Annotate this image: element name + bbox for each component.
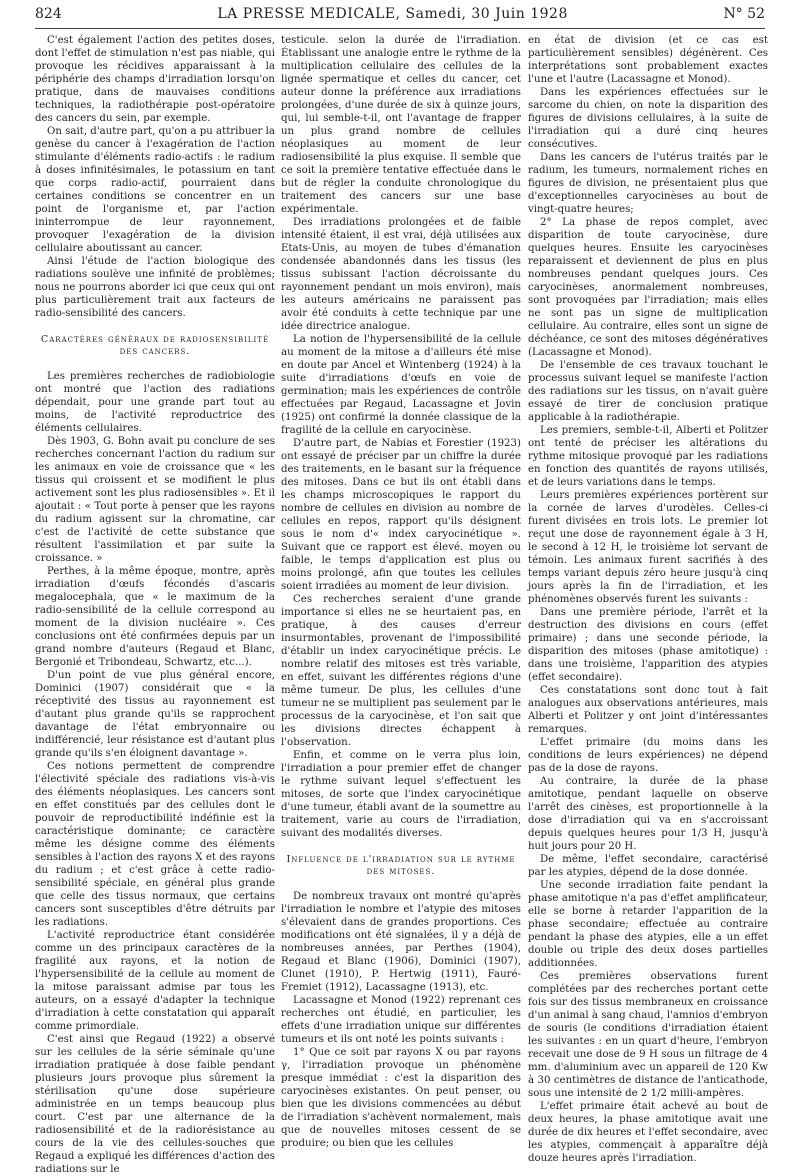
paragraph: Ces constatations sont donc tout à fait analogues aux observations antérieures, mais Alberti et Politzer y ont joint d'intéressantes remarques. — [528, 685, 768, 735]
paragraph: Les premières recherches de radiobiologie ont montré que l'action des radiations dépendait, pour une grande part tout au moins, de l'activité reproductrice des éléments cellulaires. — [35, 371, 275, 434]
paragraph: L'activité reproductrice étant considérée comme un des principaux caractères de la fragilité aux rayons, et la notion de l'hypersensibilité de la cellule au moment de la mitose paraissant admise par tous les auteurs, on a essayé d'adapter la technique d'irradiation à cette constatation qui apparaît comme primordiale. — [35, 930, 275, 1032]
paragraph: Dès 1903, G. Bohn avait pu conclure de ses recherches concernant l'action du radium sur les animaux en voie de croissance que « les tissus qui croissent et se modifient le plus activement sont les plus radiosensibles ». Et il ajoutait : « Tout porte à penser que les rayons du radium agissent sur la chromatine, car c'est de l'activité de cette substance que résultent l'assimilation et par suite la croissance. » — [35, 436, 275, 564]
column-1 — [35, 34, 275, 1176]
paragraph: L'effet primaire était achevé au bout de deux heures, la phase amitotique avait une durée de dix heures et l'effet secondaire, avec les atypies, commençait à apparaître déjà douze heures après l'irradiation. — [528, 1101, 768, 1164]
paragraph: La notion de l'hypersensibilité de la cellule au moment de la mitose a d'ailleurs été mise en doute par Ancel et Wintenberg (1924) à la suite d'irradiations d'œufs en voie de germination; mais les expériences de contrôle effectuées par Regaud, Lacassagne et Jovin (1925) ont confirmé la donnée classique de la fragilité de la cellule en caryocinèse. — [281, 334, 521, 436]
paragraph: Des irradiations prolongées et de faible intensité étaient, il est vrai, déjà utilisées aux Etats-Unis, au moyen de tubes d'émanation condensée abandonnés dans les tissus (les tissus subissant l'action décroissante du rayonnement pendant un mois environ), mais les auteurs américains ne paraissent pas avoir été conduits à cette technique par une idée directrice analogue. — [281, 217, 521, 332]
section-heading: Influence de l'irradiation sur le rythme des mitoses. — [286, 854, 516, 877]
header-rule — [35, 28, 765, 29]
paragraph: De l'ensemble de ces travaux touchant le processus suivant lequel se manifeste l'action des radiations sur les tissus, on n'avait guère essayé de tirer de conclusion pratique applicable à la radiothérapie. — [528, 360, 768, 423]
section-heading: Caractères généraux de radiosensibilité des cancers. — [40, 334, 270, 357]
issue-number: N° 52 — [723, 6, 765, 22]
paragraph: Les premiers, semble-t-il, Alberti et Politzer ont tenté de préciser les altérations du rythme mitosique provoqué par les radiations en fonction des quantités de rayons utilisés, et de leurs variations dans le temps. — [528, 425, 768, 488]
paragraph: Enfin, et comme on le verra plus loin, l'irradiation a pour premier effet de changer le rythme suivant lequel s'effectuent les mitoses, de sorte que l'index caryocinétique d'une tumeur, établi avant de la soumettre au traitement, varie au cours de l'irradiation, suivant des modalités diverses. — [281, 750, 521, 839]
paragraph: De même, l'effet secondaire, caractérisé par les atypies, dépend de la dose donnée. — [528, 854, 768, 878]
paragraph: testicule. selon la durée de l'irradiation. Établissant une analogie entre le rythme de la multiplication cellulaire des cellules de la lignée spermatique et celles du cancer, cet auteur donne la préférence aux irradiations prolongées, d'une durée de six à quinze jours, qui, lui semble-t-il, ont l'avantage de frapper un plus grand nombre de cellules néoplasiques au moment de leur radiosensibilité la plus exquise. Il semble que ce soit la première tentative effectuée dans le but de régler la conduite chronologique du traitement des cancers sur une base expérimentale. — [281, 35, 521, 215]
paragraph: Ainsi l'étude de l'action biologique des radiations soulève une infinité de problèmes; nous ne pourrons aborder ici que ceux qui ont plus particulièrement trait aux facteurs de radio-sensibilité des cancers. — [35, 256, 275, 319]
paragraph: 1° Que ce soit par rayons X ou par rayons γ, l'irradiation provoque un phénomène presque immédiat : c'est la disparition des caryocinèses existantes. On peut penser, ou bien que les divisions commencées au début de l'irradiation s'achèvent normalement, mais que de nouvelles mitoses cessent de se produire; ou bien que les cellules — [281, 1047, 521, 1149]
page-number: 824 — [35, 6, 62, 22]
paragraph: D'autre part, de Nabias et Forestier (1923) ont essayé de préciser par un chiffre la durée des traitements, en le basant sur la fréquence des mitoses. Dans ce but ils ont établi dans les champs microscopiques le rapport du nombre de cellules en division au nombre de cellules en repos, rapport qu'ils désignent sous le nom d'« index caryocinétique ». Suivant que ce rapport est élevé. moyen ou faible, le temps d'application est plus ou moins prolongé, afin que toutes les cellules soient irradiées au moment de leur division. — [281, 438, 521, 592]
paragraph: Dans une première période, l'arrêt et la destruction des divisions en cours (effet primaire) ; dans une seconde période, la disparition des mitoses (phase amitotique) : dans une troisième, l'apparition des atypies (effet secondaire). — [528, 607, 768, 683]
paragraph: Leurs premières expériences portèrent sur la cornée de larves d'urodèles. Celles-ci furent divisées en trois lots. Le premier lot reçut une dose de rayonnement égale à 3 H, le second à 12 H, le troisième lot servant de témoin. Les animaux furent sacrifiés à des temps variant depuis zéro heure jusqu'à cinq jours après la fin de l'irradiation, et les phénomènes observés furent les suivants : — [528, 490, 768, 605]
paragraph: Dans les expériences effectuées sur le sarcome du chien, on note la disparition des figures de divisions cellulaires, à la suite de l'irradiation qui a duré cinq heures consécutives. — [528, 87, 768, 150]
paragraph: Ces recherches seraient d'une grande importance si elles ne se heurtaient pas, en pratique, à des causes d'erreur insurmontables, provenant de l'impossibilité d'établir un index caryocinétique précis. Le nombre relatif des mitoses est très variable, en effet, suivant les différentes régions d'une même tumeur. De plus, les cellules d'une tumeur ne se multiplient pas seulement par le processus de la caryocinèse, et l'on sait que les divisions directes échappent à l'observation. — [281, 594, 521, 748]
column-2 — [281, 34, 521, 1150]
paragraph: On sait, d'autre part, qu'on a pu attribuer la genèse du cancer à l'exagération de l'action stimulante d'éléments radio-actifs : le radium à doses infinitésimales, le potassium en tant que corps radio-actif, pourraient dans certaines conditions se concentrer en un point de l'organisme et, par l'action ininterrompue de leur rayonnement, provoquer l'exagération de la division cellulaire aboutissant au cancer. — [35, 126, 275, 254]
paragraph: 2° La phase de repos complet, avec disparition de toute caryocinèse, dure quelques heures. Ensuite les caryocinèses reparaissent et deviennent de plus en plus nombreuses pendant quelques jours. Ces caryocinèses, anormalement nombreuses, sont provoquées par l'irradiation; mais elles ne sont pas un signe de multiplication cellulaire. Au contraire, elles sont un signe de déchéance, ce sont des mitoses dégénératives (Lacassagne et Monod). — [528, 217, 768, 358]
paragraph: C'est également l'action des petites doses, dont l'effet de stimulation n'est pas niable, qui provoque les récidives apparaissant à la périphérie des champs d'irradiation lorsqu'on pratique, dans de mauvaises conditions techniques, la radiothérapie post-opératoire des cancers du sein, par exemple. — [35, 35, 275, 124]
paragraph: C'est ainsi que Regaud (1922) a observé sur les cellules de la série séminale qu'une irradiation pratiquée à dose faible pendant plusieurs jours provoque plus sûrement la stérilisation qu'une dose supérieure administrée en un temps beaucoup plus court. C'est par une alternance de la radiosensibilité et de la radiorésistance au cours de la vie des cellules-souches que Regaud a expliqué les différences d'action des radiations sur le — [35, 1034, 275, 1175]
paragraph: D'un point de vue plus général encore, Dominici (1907) considérait que « la réceptivité des tissus au rayonnement est d'autant plus grande qu'ils se rapprochent davantage de l'état embryonnaire ou indifférencié, leur résistance est d'autant plus grande qu'ils s'en éloignent davantage ». — [35, 670, 275, 759]
paragraph: Une seconde irradiation faite pendant la phase amitotique n'a pas d'effet amplificateur, elle se borne à retarder l'apparition de la phase secondaire; effectuée au contraire pendant la phase des atypies, elle a un effet double ou triple des deux doses partielles additionnées. — [528, 880, 768, 969]
paragraph: Dans les cancers de l'utérus traités par le radium, les tumeurs, normalement riches en figures de division, ne présentaient plus que d'exceptionnelles caryocinèses au bout de vingt-quatre heures; — [528, 152, 768, 215]
paragraph: L'effet primaire (du moins dans les conditions de leurs expériences) ne dépend pas de la dose de rayons. — [528, 737, 768, 774]
journal-title: LA PRESSE MEDICALE, Samedi, 30 Juin 1928 — [217, 6, 568, 22]
paragraph: Lacassagne et Monod (1922) reprenant ces recherches ont étudié, en particulier, les effets d'une irradiation unique sur différentes tumeurs et ils ont noté les points suivants : — [281, 995, 521, 1045]
paragraph: Perthes, à la même époque, montre, après irradiation d'œufs fécondés d'ascaris megalocephala, que « le maximum de la radio-sensibilité de la cellule correspond au moment de la division nucléaire ». Ces conclusions ont été confirmées depuis par un grand nombre d'auteurs (Regaud et Blanc, Bergonié et Tribondeau, Schwartz, etc...). — [35, 566, 275, 668]
paragraph: en état de division (et ce cas est particulièrement sensibles) dégénèrent. Ces interprétations sont probablement exactes l'une et l'autre (Lacassagne et Monod). — [528, 35, 768, 85]
paragraph: Au contraire, la durée de la phase amitotique, pendant laquelle on observe l'arrêt des cinèses, est proportionnelle à la dose d'irradiation qui va en s'accroissant depuis quelques heures pour 1/3 H, jusqu'à huit jours pour 20 H. — [528, 776, 768, 852]
paragraph: De nombreux travaux ont montré qu'après l'irradiation le nombre et l'atypie des mitoses s'élevaient dans de grandes proportions. Ces modifications ont été signalées, il y a déjà de nombreuses années, par Perthes (1904), Regaud et Blanc (1906), Dominici (1907), Clunet (1910), P. Hertwig (1911), Fauré-Fremiet (1912), Lacassagne (1913), etc. — [281, 891, 521, 993]
paragraph: Ces premières observations furent complétées par des recherches portant cette fois sur des tissus membraneux en croissance d'un animal à sang chaud, l'amnios d'embryon de souris (le conditions d'irradiation étaient les suivantes : en un quart d'heure, l'embryon recevait une dose de 9 H sous un filtrage de 4 mm. d'aluminium avec un appareil de 120 Kw à 30 centimètres de distance de l'anticathode, sous une intensité de 2 1/2 milli-ampères. — [528, 971, 768, 1099]
paragraph: Ces notions permettent de comprendre l'électivité spéciale des radiations vis-à-vis des éléments néoplasiques. Les cancers sont en effet constitués par des cellules dont le pouvoir de reproductibilité indéfinie est la caractéristique dominante; ce caractère même les désigne comme des éléments sensibles à l'action des rayons X et des rayons du radium ; et c'est grâce à cette radio-sensibilité spéciale, en général plus grande que celle des tissus normaux, que certains cancers sont susceptibles d'être détruits par les radiations. — [35, 761, 275, 928]
page-header — [35, 6, 765, 30]
column-3 — [528, 34, 768, 1165]
